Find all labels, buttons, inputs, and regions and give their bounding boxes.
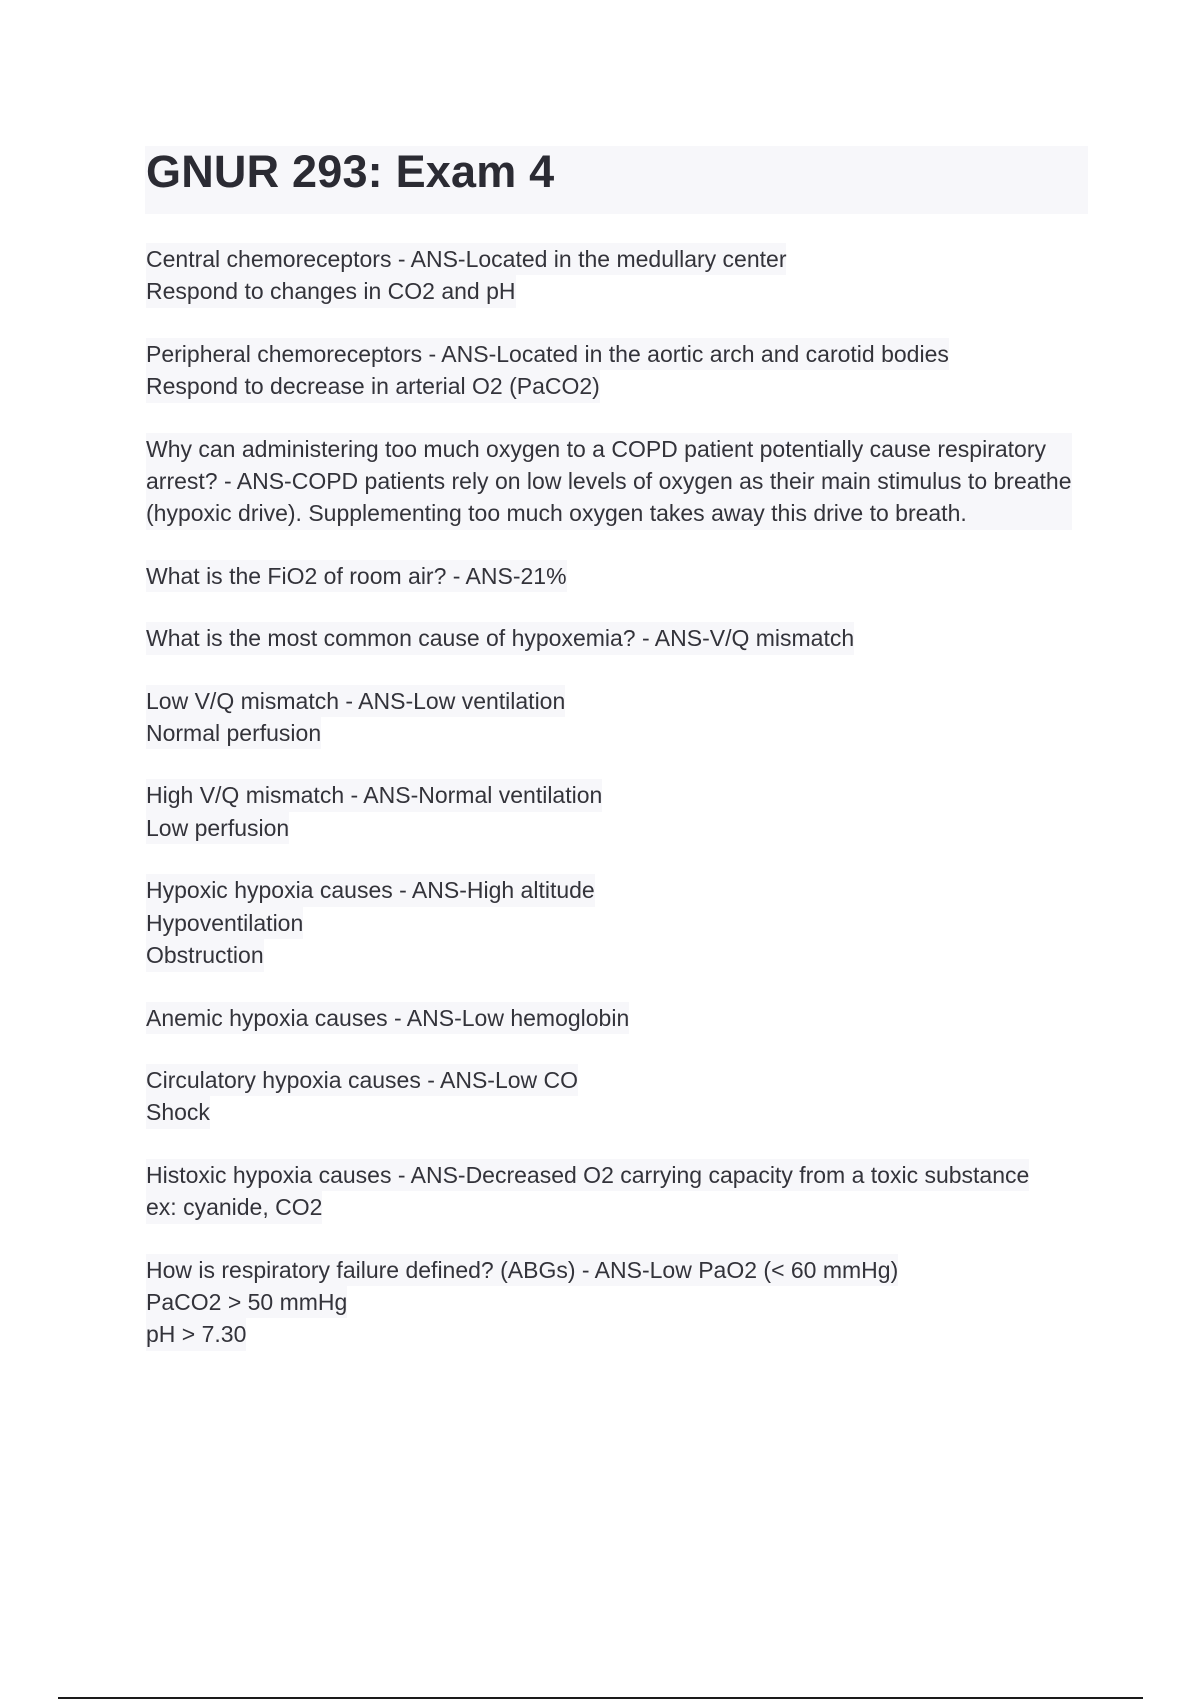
flashcard [146,779,1086,844]
card-line: pH > 7.30 [146,1318,246,1350]
card-line: What is the most common cause of hypoxemia? - ANS-V/Q mismatch [146,622,854,654]
flashcard [146,874,1086,971]
flashcard [146,1002,1086,1034]
card-line: Obstruction [146,939,264,971]
flashcard [146,1254,1086,1351]
card-line: ex: cyanide, CO2 [146,1191,322,1223]
flashcard [146,433,1086,530]
page-bottom-rule [58,1697,1143,1699]
card-line: Normal perfusion [146,717,321,749]
card-line: Central chemoreceptors - ANS-Located in the medullary center [146,243,786,275]
card-line: How is respiratory failure defined? (ABGs) - ANS-Low PaO2 (< 60 mmHg) [146,1254,898,1286]
card-paragraph: Why can administering too much oxygen to a COPD patient potentially cause respiratory arrest? - ANS-COPD patients rely on low levels of oxygen as their main stimulus to breathe (hypoxic drive). Supplementing too much oxygen takes away this drive to breath. [146,433,1072,530]
card-line: Low V/Q mismatch - ANS-Low ventilation [146,685,565,717]
card-line: Hypoxic hypoxia causes - ANS-High altitude [146,874,595,906]
flashcard [146,622,1086,654]
page-title: GNUR 293: Exam 4 [146,146,555,197]
flashcard [146,560,1086,592]
flashcard [146,1064,1086,1129]
card-line: What is the FiO2 of room air? - ANS-21% [146,560,567,592]
card-line: High V/Q mismatch - ANS-Normal ventilation [146,779,602,811]
flashcard [146,1159,1086,1224]
card-line: Hypoventilation [146,907,303,939]
flashcard [146,338,1086,403]
flashcard [146,243,1086,308]
flashcard [146,685,1086,750]
card-line: Respond to changes in CO2 and pH [146,275,516,307]
card-line: Circulatory hypoxia causes - ANS-Low CO [146,1064,578,1096]
card-line: PaCO2 > 50 mmHg [146,1286,347,1318]
card-line: Histoxic hypoxia causes - ANS-Decreased O2 carrying capacity from a toxic substance [146,1159,1029,1191]
card-line: Peripheral chemoreceptors - ANS-Located in the aortic arch and carotid bodies [146,338,949,370]
card-line: Respond to decrease in arterial O2 (PaCO2) [146,370,600,402]
card-line: Anemic hypoxia causes - ANS-Low hemoglobin [146,1002,629,1034]
flashcard-list [146,243,1086,1381]
card-line: Low perfusion [146,812,289,844]
card-line: Shock [146,1096,210,1128]
